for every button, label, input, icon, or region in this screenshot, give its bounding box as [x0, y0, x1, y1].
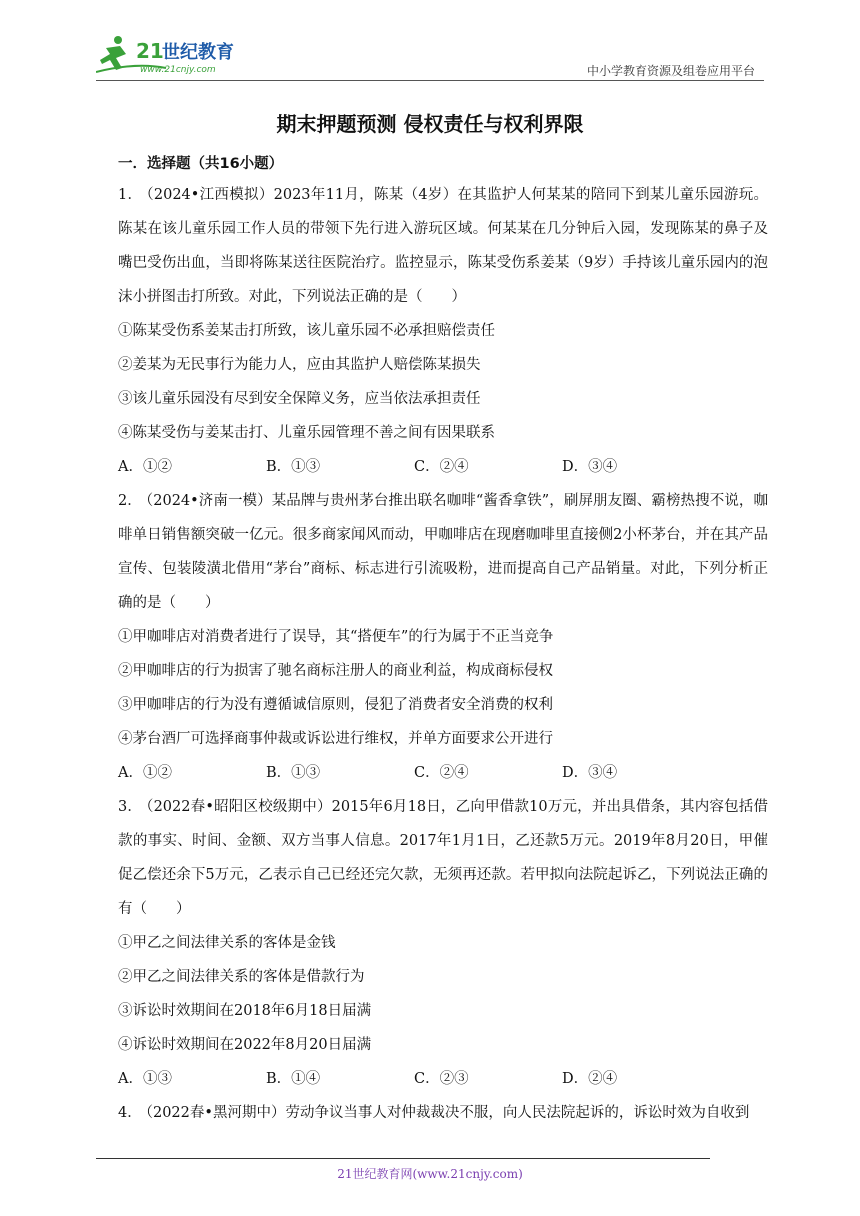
- choice-c[interactable]: C．②④: [414, 765, 469, 781]
- choice-a[interactable]: A．①②: [118, 765, 172, 781]
- question-2: [118, 484, 768, 790]
- question-4: [118, 1096, 768, 1130]
- choice-d[interactable]: D．③④: [562, 459, 618, 475]
- choice-c[interactable]: C．②④: [414, 459, 469, 475]
- question-1: [118, 178, 768, 484]
- page-title: 期末押题预测 侵权责任与权利界限: [276, 112, 584, 136]
- question-number: 1．: [118, 187, 143, 203]
- statement: ④陈某受伤与姜某击打、儿童乐园管理不善之间有因果联系: [118, 425, 495, 441]
- question-number: 3．: [118, 799, 143, 815]
- question-stem: [118, 178, 768, 314]
- question-stem: [118, 790, 768, 926]
- choice-c[interactable]: C．②③: [414, 1071, 469, 1087]
- statement: ④诉讼时效期间在2022年8月20日届满: [118, 1037, 372, 1053]
- answer-choices: [118, 1062, 768, 1096]
- question-stem: [118, 1096, 768, 1130]
- statement: ②甲乙之间法律关系的客体是借款行为: [118, 969, 365, 985]
- statement: ②姜某为无民事行为能力人，应由其监护人赔偿陈某损失: [118, 357, 481, 373]
- answer-choices: [118, 756, 768, 790]
- choice-a[interactable]: A．①②: [118, 459, 172, 475]
- statement: ①陈某受伤系姜某击打所致，该儿童乐园不必承担赔偿责任: [118, 323, 495, 339]
- statement: ①甲乙之间法律关系的客体是金钱: [118, 935, 336, 951]
- choice-b[interactable]: B．①③: [266, 459, 321, 475]
- footer-divider: [96, 1158, 710, 1159]
- choice-d[interactable]: D．②④: [562, 1071, 618, 1087]
- svg-text:世纪教育: 世纪教育: [162, 42, 234, 63]
- question-text: （2022春•黑河期中）劳动争议当事人对仲裁裁决不服，向人民法院起诉的，诉讼时效为自收到: [145, 1105, 750, 1121]
- platform-name: 中小学教育资源及组卷应用平台: [586, 64, 755, 78]
- question-number: 2．: [118, 493, 142, 509]
- svg-text:www.21cnjy.com: www.21cnjy.com: [140, 65, 216, 75]
- statement: ③诉讼时效期间在2018年6月18日届满: [118, 1003, 372, 1019]
- logo-icon: [96, 34, 266, 76]
- question-number: 4．: [118, 1105, 142, 1121]
- svg-text:21: 21: [136, 39, 164, 63]
- page-header: [0, 0, 860, 80]
- question-text: （2022春•昭阳区校级期中）2015年6月18日，乙向甲借款10万元，并出具借条，其内容包括借款的事实、时间、金额、双方当事人信息。2017年1月1日，乙还款5万元。2019年8月20日，甲催促乙偿还余下5万元，乙表示自己已经还完欠款，无须再还款。若甲拟向法院起诉乙，下列说法正确的有（ ）: [118, 799, 768, 917]
- choice-d[interactable]: D．③④: [562, 765, 618, 781]
- question-text: （2024•济南一模）某品牌与贵州茅台推出联名咖啡“酱香拿铁”，刷屏朋友圈、霸榜热搜不说，咖啡单日销售额突破一亿元。很多商家闻风而动，甲咖啡店在现磨咖啡里直接侧2小杯茅台，并在其产品宣传、包装陵潢北借用“茅台”商标、标志进行引流吸粉，进而提高自己产品销量。对此，下列分析正确的是（ ）: [118, 493, 768, 611]
- choice-b[interactable]: B．①③: [266, 765, 321, 781]
- page-footer: 21世纪教育网(www.21cnjy.com): [337, 1167, 523, 1181]
- statement: ①甲咖啡店对消费者进行了误导，其“搭便车”的行为属于不正当竞争: [118, 629, 554, 645]
- statement: ③甲咖啡店的行为没有遵循诚信原则，侵犯了消费者安全消费的权利: [118, 697, 553, 713]
- choice-b[interactable]: B．①④: [266, 1071, 321, 1087]
- question-stem: [118, 484, 768, 620]
- question-list: [118, 178, 768, 1130]
- answer-choices: [118, 450, 768, 484]
- choice-a[interactable]: A．①③: [118, 1071, 172, 1087]
- statement: ②甲咖啡店的行为损害了驰名商标注册人的商业利益，构成商标侵权: [118, 663, 553, 679]
- header-divider: [96, 80, 764, 81]
- statement: ④茅台酒厂可选择商事仲裁或诉讼进行维权，并单方面要求公开进行: [118, 731, 553, 747]
- section-heading: 一．选择题（共16小题）: [118, 156, 284, 172]
- statement: ③该儿童乐园没有尽到安全保障义务，应当依法承担责任: [118, 391, 481, 407]
- question-3: [118, 790, 768, 1096]
- question-text: （2024•江西模拟）2023年11月，陈某（4岁）在其监护人何某某的陪同下到某儿童乐园游玩。陈某在该儿童乐园工作人员的带领下先行进入游玩区域。何某某在几分钟后入园，发现陈某的鼻子及嘴巴受伤出血，当即将陈某送往医院治疗。监控显示，陈某受伤系姜某（9岁）手持该儿童乐园内的泡沫小拼图击打所致。对此，下列说法正确的是（ ）: [118, 187, 768, 305]
